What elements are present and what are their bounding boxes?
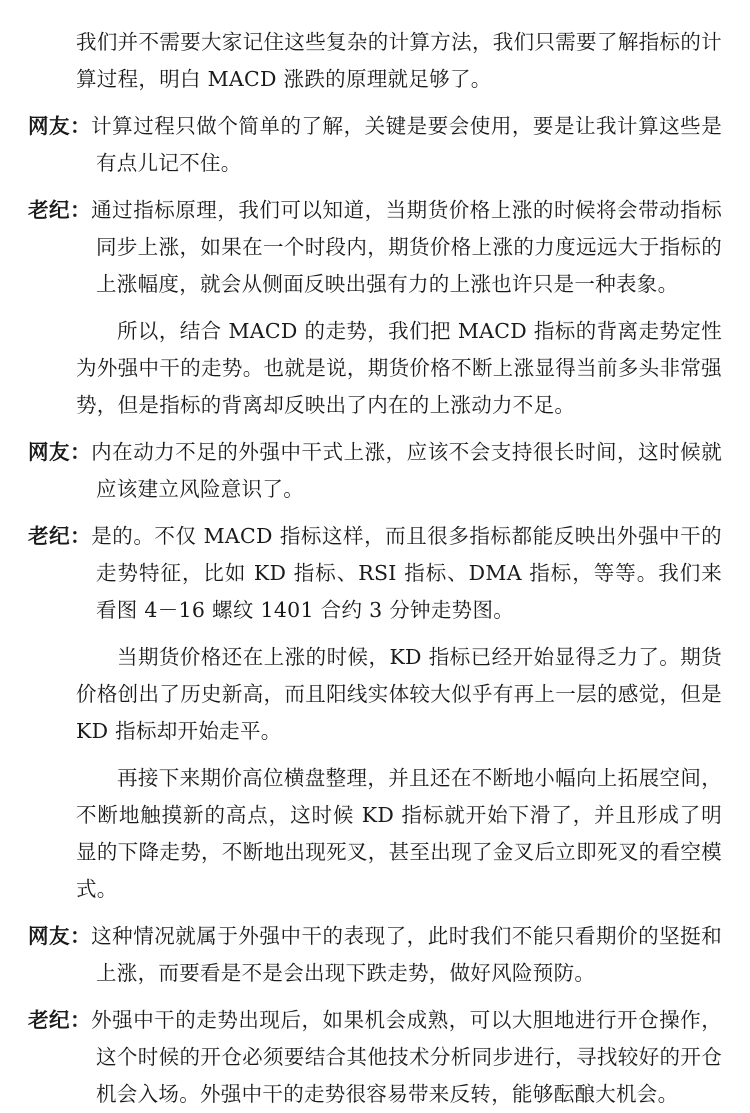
paragraph-indented [28,639,722,750]
dialog-text: 计算过程只做个简单的了解，关键是要会使用，要是让我计算这些是有点儿记不住。 [91,114,723,175]
dialog-text: 是的。不仅 MACD 指标这样，而且很多指标都能反映出外强中干的走势特征，比如 KD 指标、RSI 指标、DMA 指标，等等。我们来看图 4－16 螺纹 1401 合约 3 分钟走势图。 [91,524,722,622]
dialog-text: 通过指标原理，我们可以知道，当期货价格上涨的时候将会带动指标同步上涨，如果在一个时段内，期货价格上涨的力度远远大于指标的上涨幅度，就会从侧面反映出强有力的上涨也许只是一种表象。 [91,198,723,296]
dialog-netizen-1 [28,108,722,182]
speaker-label: 老纪： [28,198,92,222]
dialog-netizen-2 [28,434,722,508]
dialog-netizen-3 [28,918,722,992]
speaker-label: 老纪： [28,524,92,548]
paragraph-text: 再接下来期价高位横盘整理，并且还在不断地小幅向上拓展空间，不断地触摸新的高点，这时候 KD 指标就开始下滑了，并且形成了明显的下降走势，不断地出现死叉，甚至出现了金叉后立即死叉的看空模式。 [76,766,722,901]
dialog-laoji-1 [28,192,722,303]
paragraph-indented [28,313,722,424]
paragraph-text: 所以，结合 MACD 的走势，我们把 MACD 指标的背离走势定性为外强中干的走势。也就是说，期货价格不断上涨显得当前多头非常强势，但是指标的背离却反映出了内在的上涨动力不足。 [76,319,722,417]
paragraph-text: 当期货价格还在上涨的时候，KD 指标已经开始显得乏力了。期货价格创出了历史新高，而且阳线实体较大似乎有再上一层的感觉，但是 KD 指标却开始走平。 [76,645,722,743]
speaker-label: 老纪： [28,1008,92,1032]
paragraph-text: 我们并不需要大家记住这些复杂的计算方法，我们只需要了解指标的计算过程，明白 MACD 涨跌的原理就足够了。 [76,30,722,91]
speaker-label: 网友： [28,114,92,138]
paragraph-continued [28,24,722,98]
dialog-laoji-3 [28,1002,722,1113]
dialog-text: 内在动力不足的外强中干式上涨，应该不会支持很长时间，这时候就应该建立风险意识了。 [91,440,723,501]
dialog-text: 外强中干的走势出现后，如果机会成熟，可以大胆地进行开仓操作，这个时候的开仓必须要结合其他技术分析同步进行，寻找较好的开仓机会入场。外强中干的走势很容易带来反转，能够酝酿大机会。 [91,1008,723,1106]
paragraph-indented [28,760,722,908]
speaker-label: 网友： [28,924,92,948]
dialog-text: 这种情况就属于外强中干的表现了，此时我们不能只看期价的坚挺和上涨，而要看是不是会出现下跌走势，做好风险预防。 [91,924,723,985]
dialog-laoji-2 [28,518,722,629]
speaker-label: 网友： [28,440,92,464]
